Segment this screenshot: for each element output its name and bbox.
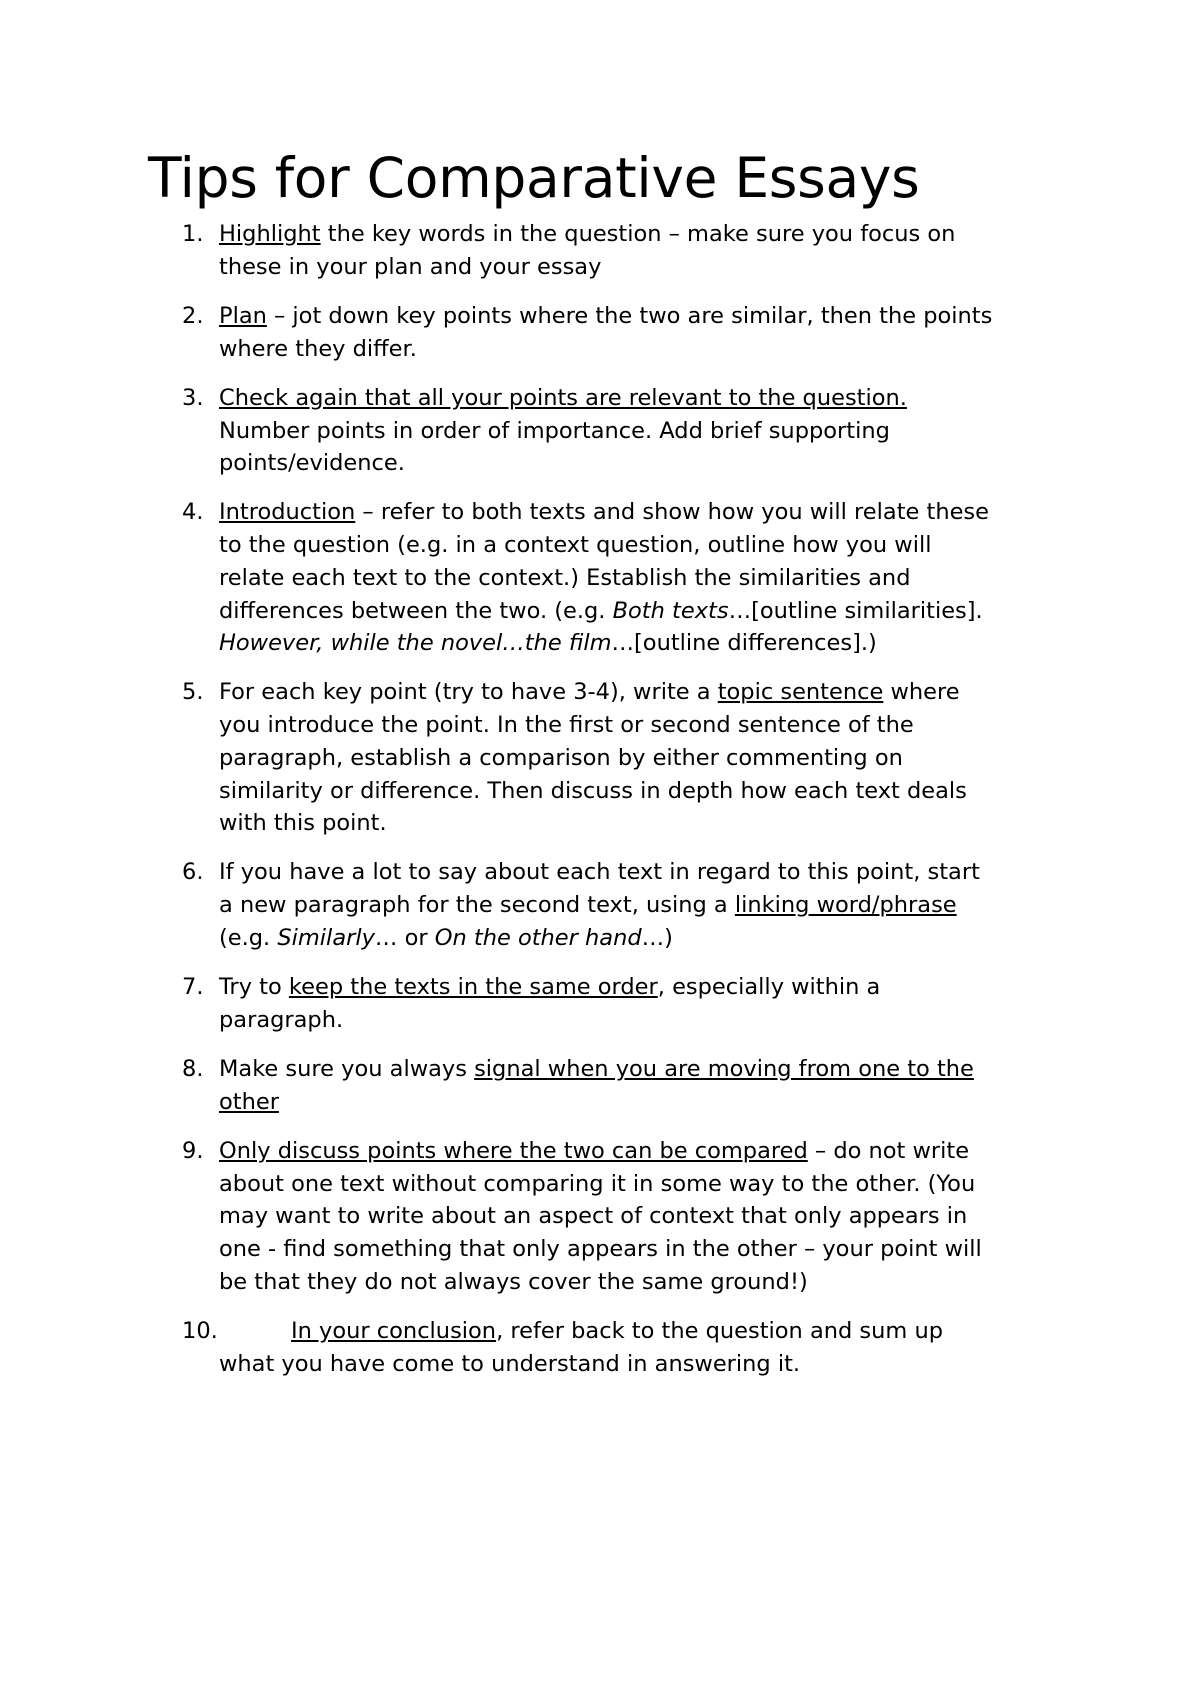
tip-number: 9. <box>182 1137 204 1164</box>
tip-number: 5. <box>182 679 204 706</box>
tip-item <box>0 676 1200 840</box>
text-run: – refer to both texts and show how you will relate these <box>355 499 990 526</box>
tip-text <box>219 1315 1079 1380</box>
tip-text <box>219 1053 1079 1118</box>
text-run: be that they do not always cover the same ground!) <box>219 1268 808 1295</box>
tip-line <box>219 1086 1079 1119</box>
text-run: may want to write about an aspect of context that only appears in <box>219 1203 968 1230</box>
tip-line <box>219 807 1079 840</box>
text-run: where <box>883 679 960 706</box>
text-run: … or <box>374 924 435 951</box>
tip-number: 10. <box>182 1317 218 1344</box>
underlined-text: Check again that all your points are relevant to the question. <box>219 384 907 411</box>
text-run: (e.g. <box>219 924 278 951</box>
tip-line <box>219 1053 1079 1086</box>
text-run: paragraph, establish a comparison by either commenting on <box>219 744 903 771</box>
underlined-text: Only discuss points where the two can be compared <box>219 1137 808 1164</box>
text-run: – do not write <box>807 1137 970 1164</box>
underlined-text: keep the texts in the same order <box>288 974 658 1001</box>
text-run: If you have a lot to say about each text in regard to this point, start <box>219 859 980 886</box>
tip-line <box>219 775 1079 808</box>
text-run: one - find something that only appears in the other – your point will <box>219 1235 982 1262</box>
text-run: , refer back to the question and sum up <box>496 1317 944 1344</box>
tip-line <box>219 218 1079 251</box>
tip-line <box>291 1315 1079 1348</box>
text-run: Number points in order of importance. Add brief supporting <box>219 417 890 444</box>
tip-item <box>0 1315 1200 1380</box>
underlined-text: Introduction <box>219 499 356 526</box>
text-run: a new paragraph for the second text, using a <box>219 892 735 919</box>
underlined-text: In your conclusion <box>291 1317 497 1344</box>
tip-line <box>219 971 1079 1004</box>
tip-line <box>219 676 1079 709</box>
tip-line <box>219 300 1079 333</box>
text-run: with this point. <box>219 810 387 837</box>
tip-number: 4. <box>182 499 204 526</box>
underlined-text: linking word/phrase <box>734 892 957 919</box>
text-run: For each key point (try to have 3-4), write a <box>219 679 718 706</box>
text-run: Try to <box>219 974 289 1001</box>
text-run: , especially within a <box>657 974 881 1001</box>
tip-text <box>219 1135 1079 1299</box>
tip-line <box>219 333 1079 366</box>
tip-number: 7. <box>182 974 204 1001</box>
tip-line <box>219 922 1079 955</box>
tip-line <box>219 447 1079 480</box>
page-title: Tips for Comparative Essays <box>148 146 920 210</box>
tip-item <box>0 496 1200 660</box>
tip-line <box>219 1200 1079 1233</box>
tip-line <box>219 627 1079 660</box>
underlined-text: Plan <box>219 302 267 329</box>
text-run: relate each text to the context.) Establish the similarities and <box>219 564 911 591</box>
tip-line <box>219 1135 1079 1168</box>
tip-text <box>219 218 1079 283</box>
text-run: you introduce the point. In the first or second sentence of the <box>219 712 914 739</box>
tip-line <box>219 496 1079 529</box>
tip-number: 2. <box>182 302 204 329</box>
tip-item <box>0 856 1200 954</box>
tip-text <box>219 971 1079 1036</box>
tip-line <box>219 709 1079 742</box>
text-run: the key words in the question – make sure you focus on <box>320 221 956 247</box>
tip-number: 8. <box>182 1055 204 1082</box>
text-run: points/evidence. <box>219 450 405 477</box>
italic-text: Similarly <box>277 924 375 951</box>
text-run: Make sure you always <box>219 1055 475 1082</box>
underlined-text: topic sentence <box>717 679 884 706</box>
tip-number: 6. <box>182 859 204 886</box>
text-run: …[outline similarities]. <box>728 597 983 624</box>
italic-text: However, while the novel…the film <box>219 630 612 657</box>
tip-item <box>0 382 1200 480</box>
tip-line <box>219 1348 1079 1381</box>
tip-text <box>219 300 1079 365</box>
tip-text <box>219 496 1079 660</box>
tips-list <box>0 218 1200 1397</box>
text-run: paragraph. <box>219 1006 344 1033</box>
tip-line <box>219 562 1079 595</box>
tip-item <box>0 218 1200 283</box>
text-run: …[outline differences].) <box>611 630 877 657</box>
tip-item <box>0 971 1200 1036</box>
tip-number: 3. <box>182 384 204 411</box>
tip-line <box>219 595 1079 628</box>
italic-text: Both texts <box>612 597 729 624</box>
underlined-text: signal when you are moving from one to the <box>474 1055 974 1082</box>
text-run: differences between the two. (e.g. <box>219 597 613 624</box>
text-run: about one text without comparing it in some way to the other. (You <box>219 1170 976 1197</box>
tip-line <box>219 1168 1079 1201</box>
underlined-text: other <box>219 1088 279 1115</box>
tip-text <box>219 382 1079 480</box>
tip-line <box>219 856 1079 889</box>
tip-item <box>0 1053 1200 1118</box>
tip-line <box>219 1233 1079 1266</box>
tip-line <box>219 742 1079 775</box>
tip-text <box>219 856 1079 954</box>
text-run: these in your plan and your essay <box>219 253 602 280</box>
text-run: – jot down key points where the two are similar, then the points <box>266 302 993 329</box>
tip-line <box>219 889 1079 922</box>
text-run: …) <box>641 924 673 951</box>
underlined-text: Highlight <box>219 221 321 247</box>
tip-number: 1. <box>182 221 204 247</box>
tip-line <box>219 529 1079 562</box>
tip-item <box>0 300 1200 365</box>
text-run: similarity or difference. Then discuss in depth how each text deals <box>219 777 967 804</box>
tip-line <box>219 1266 1079 1299</box>
text-run: where they differ. <box>219 335 417 362</box>
text-run: what you have come to understand in answering it. <box>219 1350 801 1377</box>
tip-line <box>219 382 1079 415</box>
italic-text: On the other hand <box>434 924 642 951</box>
tip-line <box>219 415 1079 448</box>
text-run: to the question (e.g. in a context question, outline how you will <box>219 532 932 559</box>
tip-text <box>219 676 1079 840</box>
tip-line <box>219 251 1079 284</box>
tip-line <box>219 1004 1079 1037</box>
tip-item <box>0 1135 1200 1299</box>
